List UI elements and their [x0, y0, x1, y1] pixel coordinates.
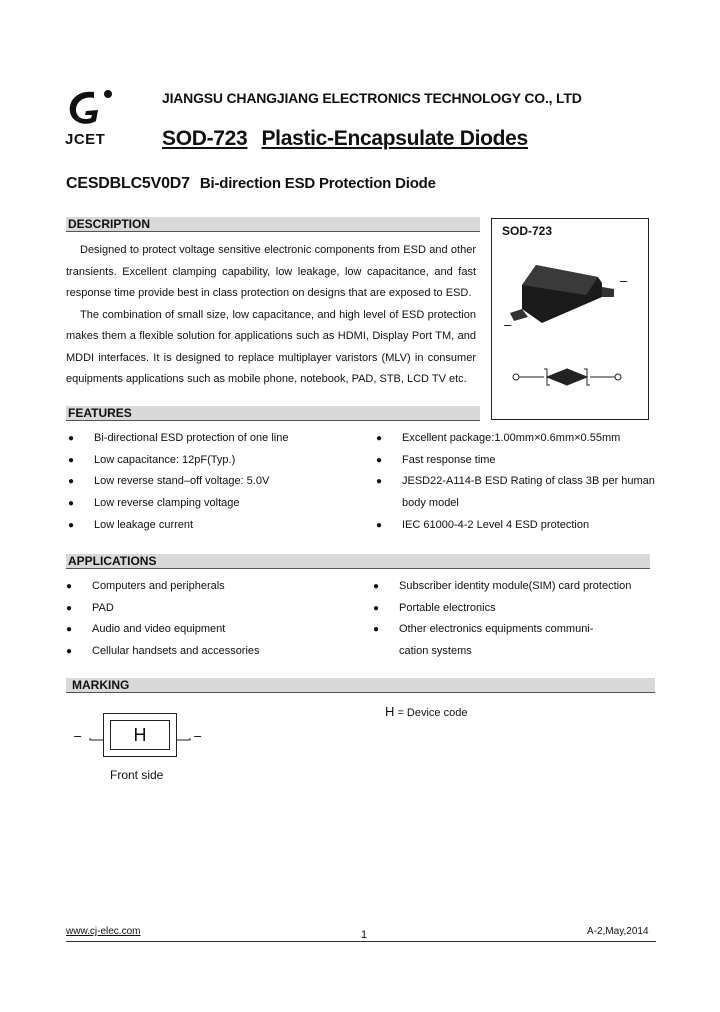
bullet-icon: ● — [373, 602, 380, 614]
document-title — [162, 127, 528, 151]
pin-mark-right: – — [620, 273, 628, 288]
pin-mark-left: – — [504, 317, 512, 332]
bullet-icon: ● — [376, 519, 383, 531]
list-item: ● Other electronics equipments communi- — [371, 619, 631, 641]
list-item: ● Computers and peripherals — [64, 576, 260, 598]
bullet-icon: ● — [66, 624, 73, 636]
package-lead-right — [602, 287, 614, 297]
list-item: ● JESD22-A114-B ESD Rating of class 3B per human — [374, 471, 655, 493]
bullet-icon: ● — [373, 624, 380, 636]
list-item: ● Low reverse clamping voltage — [66, 493, 288, 515]
front-side-label: Front side — [110, 768, 164, 782]
marking-heading: MARKING — [66, 678, 655, 693]
bullet-icon: ● — [373, 581, 380, 592]
list-item: ● Audio and video equipment — [64, 619, 260, 641]
applications-heading: APPLICATIONS — [66, 554, 650, 569]
part-description: Bi-direction ESD Protection Diode — [199, 175, 436, 192]
bullet-icon: ● — [68, 519, 75, 531]
features-list-left — [66, 428, 288, 536]
description-text — [66, 240, 476, 391]
description-paragraph: The combination of small size, low capacitance, and high level of ESD protection makes them a flexible solution for applications such as HDMI, Display Port TM, and MDDI interfaces. It is designed to replace multiplayer varistors (MLV) in consumer equipments applications such as mobile phone, notebook, PAD, STB, LCD TV etc. — [66, 308, 476, 385]
package-label: SOD-723 — [502, 224, 553, 238]
part-number: CESDBLC5V0D7 — [66, 175, 190, 192]
jcet-logo-icon — [64, 86, 116, 128]
marking-pin-right: – — [194, 728, 202, 743]
bullet-icon: ● — [66, 646, 73, 658]
list-item: ● Bi-directional ESD protection of one line — [66, 428, 288, 450]
marking-package-outline — [103, 713, 177, 757]
marking-code: H — [110, 720, 170, 750]
list-item: ● Low reverse stand–off voltage: 5.0V — [66, 471, 288, 493]
list-item: ● Fast response time — [374, 450, 655, 472]
description-paragraph: Designed to protect voltage sensitive electronic components from ESD and other transients. Excellent clamping capability, low leakage, low capacitance, and fast response time provide best in class protection on designs that are exposed to ESD. — [66, 244, 476, 299]
page-number: 1 — [361, 929, 368, 941]
applications-list-left — [64, 576, 260, 663]
device-code-legend: H = Device code — [385, 704, 468, 719]
part-heading — [66, 175, 436, 193]
list-item-continuation: cation systems — [399, 645, 472, 658]
list-item: ● Portable electronics — [371, 598, 631, 620]
list-item: ● Excellent package:1.00mm×0.6mm×0.55mm — [374, 428, 655, 450]
description-heading: DESCRIPTION — [66, 217, 480, 232]
company-name: JIANGSU CHANGJIANG ELECTRONICS TECHNOLOGY CO., LTD — [162, 90, 582, 106]
list-item: ● Cellular handsets and accessories — [64, 641, 260, 663]
list-item-continuation: body model — [402, 497, 459, 510]
features-heading: FEATURES — [66, 406, 480, 421]
title-type: Plastic-Encapsulate Diodes — [261, 127, 528, 150]
logo-text: JCET — [65, 131, 106, 148]
package-drawing — [492, 219, 648, 419]
bullet-icon: ● — [376, 454, 383, 466]
features-list-right — [374, 428, 655, 536]
bullet-icon: ● — [376, 433, 383, 444]
title-package: SOD-723 — [162, 127, 248, 150]
list-item: ● IEC 61000-4-2 Level 4 ESD protection — [374, 515, 655, 537]
bullet-icon: ● — [68, 433, 75, 444]
marking-pin-left: – — [74, 728, 82, 743]
bullet-icon: ● — [68, 454, 75, 466]
bullet-icon: ● — [376, 476, 383, 488]
list-item: ● Subscriber identity module(SIM) card protection — [371, 576, 631, 598]
footer-divider — [66, 941, 656, 942]
footer-website-link[interactable]: www.cj-elec.com — [66, 926, 141, 937]
list-item: ● Low capacitance: 12pF(Typ.) — [66, 450, 288, 472]
bidirectional-diode-symbol-icon — [513, 369, 621, 385]
bullet-icon: ● — [68, 498, 75, 510]
bullet-icon: ● — [68, 476, 75, 488]
applications-list-right — [371, 576, 631, 663]
bullet-icon: ● — [66, 602, 73, 614]
list-item: ● PAD — [64, 598, 260, 620]
list-item: ● Low leakage current — [66, 515, 288, 537]
bullet-icon: ● — [66, 581, 73, 592]
revision-date: A-2,May,2014 — [587, 926, 649, 937]
package-illustration-box — [491, 218, 649, 420]
